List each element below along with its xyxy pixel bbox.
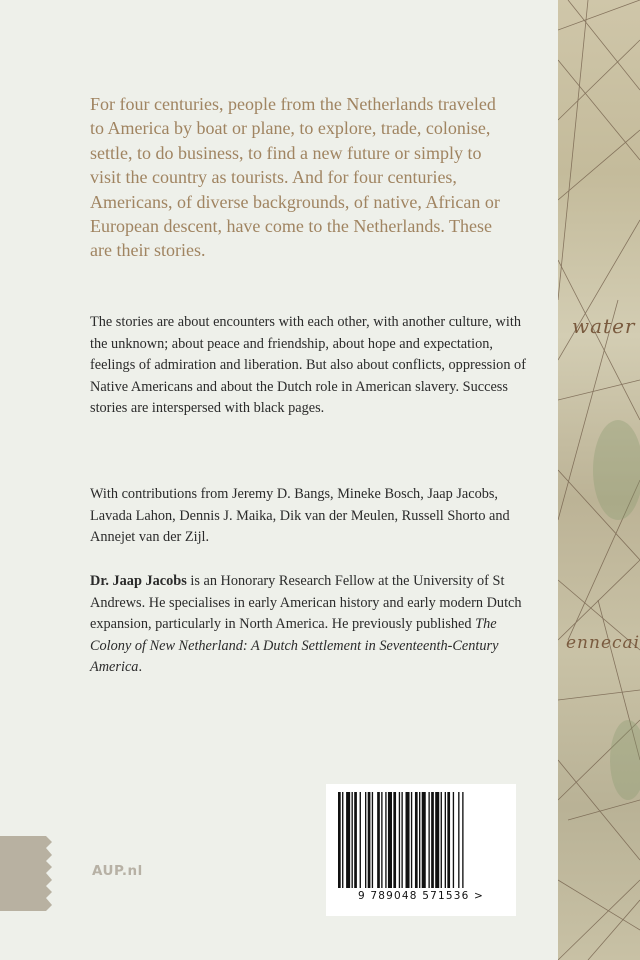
barcode-bar bbox=[415, 792, 418, 888]
barcode-bar bbox=[447, 792, 450, 888]
barcode-bar bbox=[431, 792, 434, 888]
barcode-bar bbox=[342, 792, 343, 888]
map-rhumb-lines bbox=[558, 0, 640, 960]
barcode-bar bbox=[352, 792, 353, 888]
tab-zigzag-edge bbox=[40, 836, 52, 911]
previous-book-title: The Colony of New Netherland: A Dutch Settlement in Seventeenth-Century America bbox=[90, 616, 499, 676]
barcode-bar bbox=[365, 792, 366, 888]
barcode-bar bbox=[453, 792, 454, 888]
barcode-bar bbox=[346, 792, 350, 888]
barcode-bar bbox=[338, 792, 341, 888]
author-bio-end: . bbox=[138, 659, 143, 676]
barcode-bar bbox=[372, 792, 373, 888]
barcode-bar bbox=[399, 792, 400, 888]
barcode-bar bbox=[435, 792, 439, 888]
barcode-bar bbox=[422, 792, 426, 888]
isbn-barcode bbox=[326, 784, 516, 916]
barcode-bar bbox=[406, 792, 410, 888]
barcode-bar bbox=[377, 792, 380, 888]
barcode-bar bbox=[419, 792, 420, 888]
barcode-bar bbox=[411, 792, 412, 888]
barcode-bar bbox=[388, 792, 392, 888]
description-paragraph: The stories are about encounters with each other, with another culture, with the unknown; about peace and friendship, about hope and expectation, feelings of admiration and liberation. But also about conflicts, oppression of Native Americans and about the Dutch role in American slavery. Success stories are interspersed with black pages. bbox=[90, 314, 526, 417]
barcode-bar bbox=[458, 792, 459, 888]
barcode-bar bbox=[381, 792, 382, 888]
barcode-bar bbox=[354, 792, 357, 888]
barcode-bar bbox=[401, 792, 402, 888]
barcode-bar bbox=[385, 792, 386, 888]
author-bio bbox=[90, 571, 530, 679]
map-label-water: water bbox=[572, 314, 636, 338]
author-bio-text: is an Honorary Research Fellow at the University of St Andrews. He specialises in early American history and early modern Dutch expansion, particularly in North America. He previously published bbox=[90, 573, 522, 633]
author-name: Dr. Jaap Jacobs bbox=[90, 573, 187, 589]
barcode-bar bbox=[462, 792, 463, 888]
map-label-ennecai: ennecai bbox=[566, 633, 640, 653]
barcode-bar bbox=[428, 792, 429, 888]
contributors-paragraph: With contributions from Jeremy D. Bangs, Mineke Bosch, Jaap Jacobs, Lavada Lahon, Dennis J. Maika, Dik van der Meulen, Russell Shorto and Annejet van der Zijl. bbox=[90, 486, 510, 546]
barcode-bar bbox=[368, 792, 371, 888]
barcode-bar bbox=[393, 792, 396, 888]
publisher-tab bbox=[0, 836, 46, 911]
barcode-bar bbox=[441, 792, 442, 888]
barcode-bar bbox=[445, 792, 446, 888]
map-illustration bbox=[558, 0, 640, 960]
barcode-bars bbox=[336, 792, 506, 890]
intro-blurb: For four centuries, people from the Netherlands traveled to America by boat or plane, to explore, trade, colonise, settle, to do business, to find a new future or simply to visit the country as tourists. And for four centuries, Americans, of diverse backgrounds, of native, African or European descent, have come to the Netherlands. These are their stories. bbox=[90, 94, 500, 261]
barcode-bar bbox=[360, 792, 361, 888]
isbn-digits: 9 789048 571536 > bbox=[357, 890, 485, 902]
publisher-link[interactable]: AUP.nl bbox=[92, 863, 143, 879]
